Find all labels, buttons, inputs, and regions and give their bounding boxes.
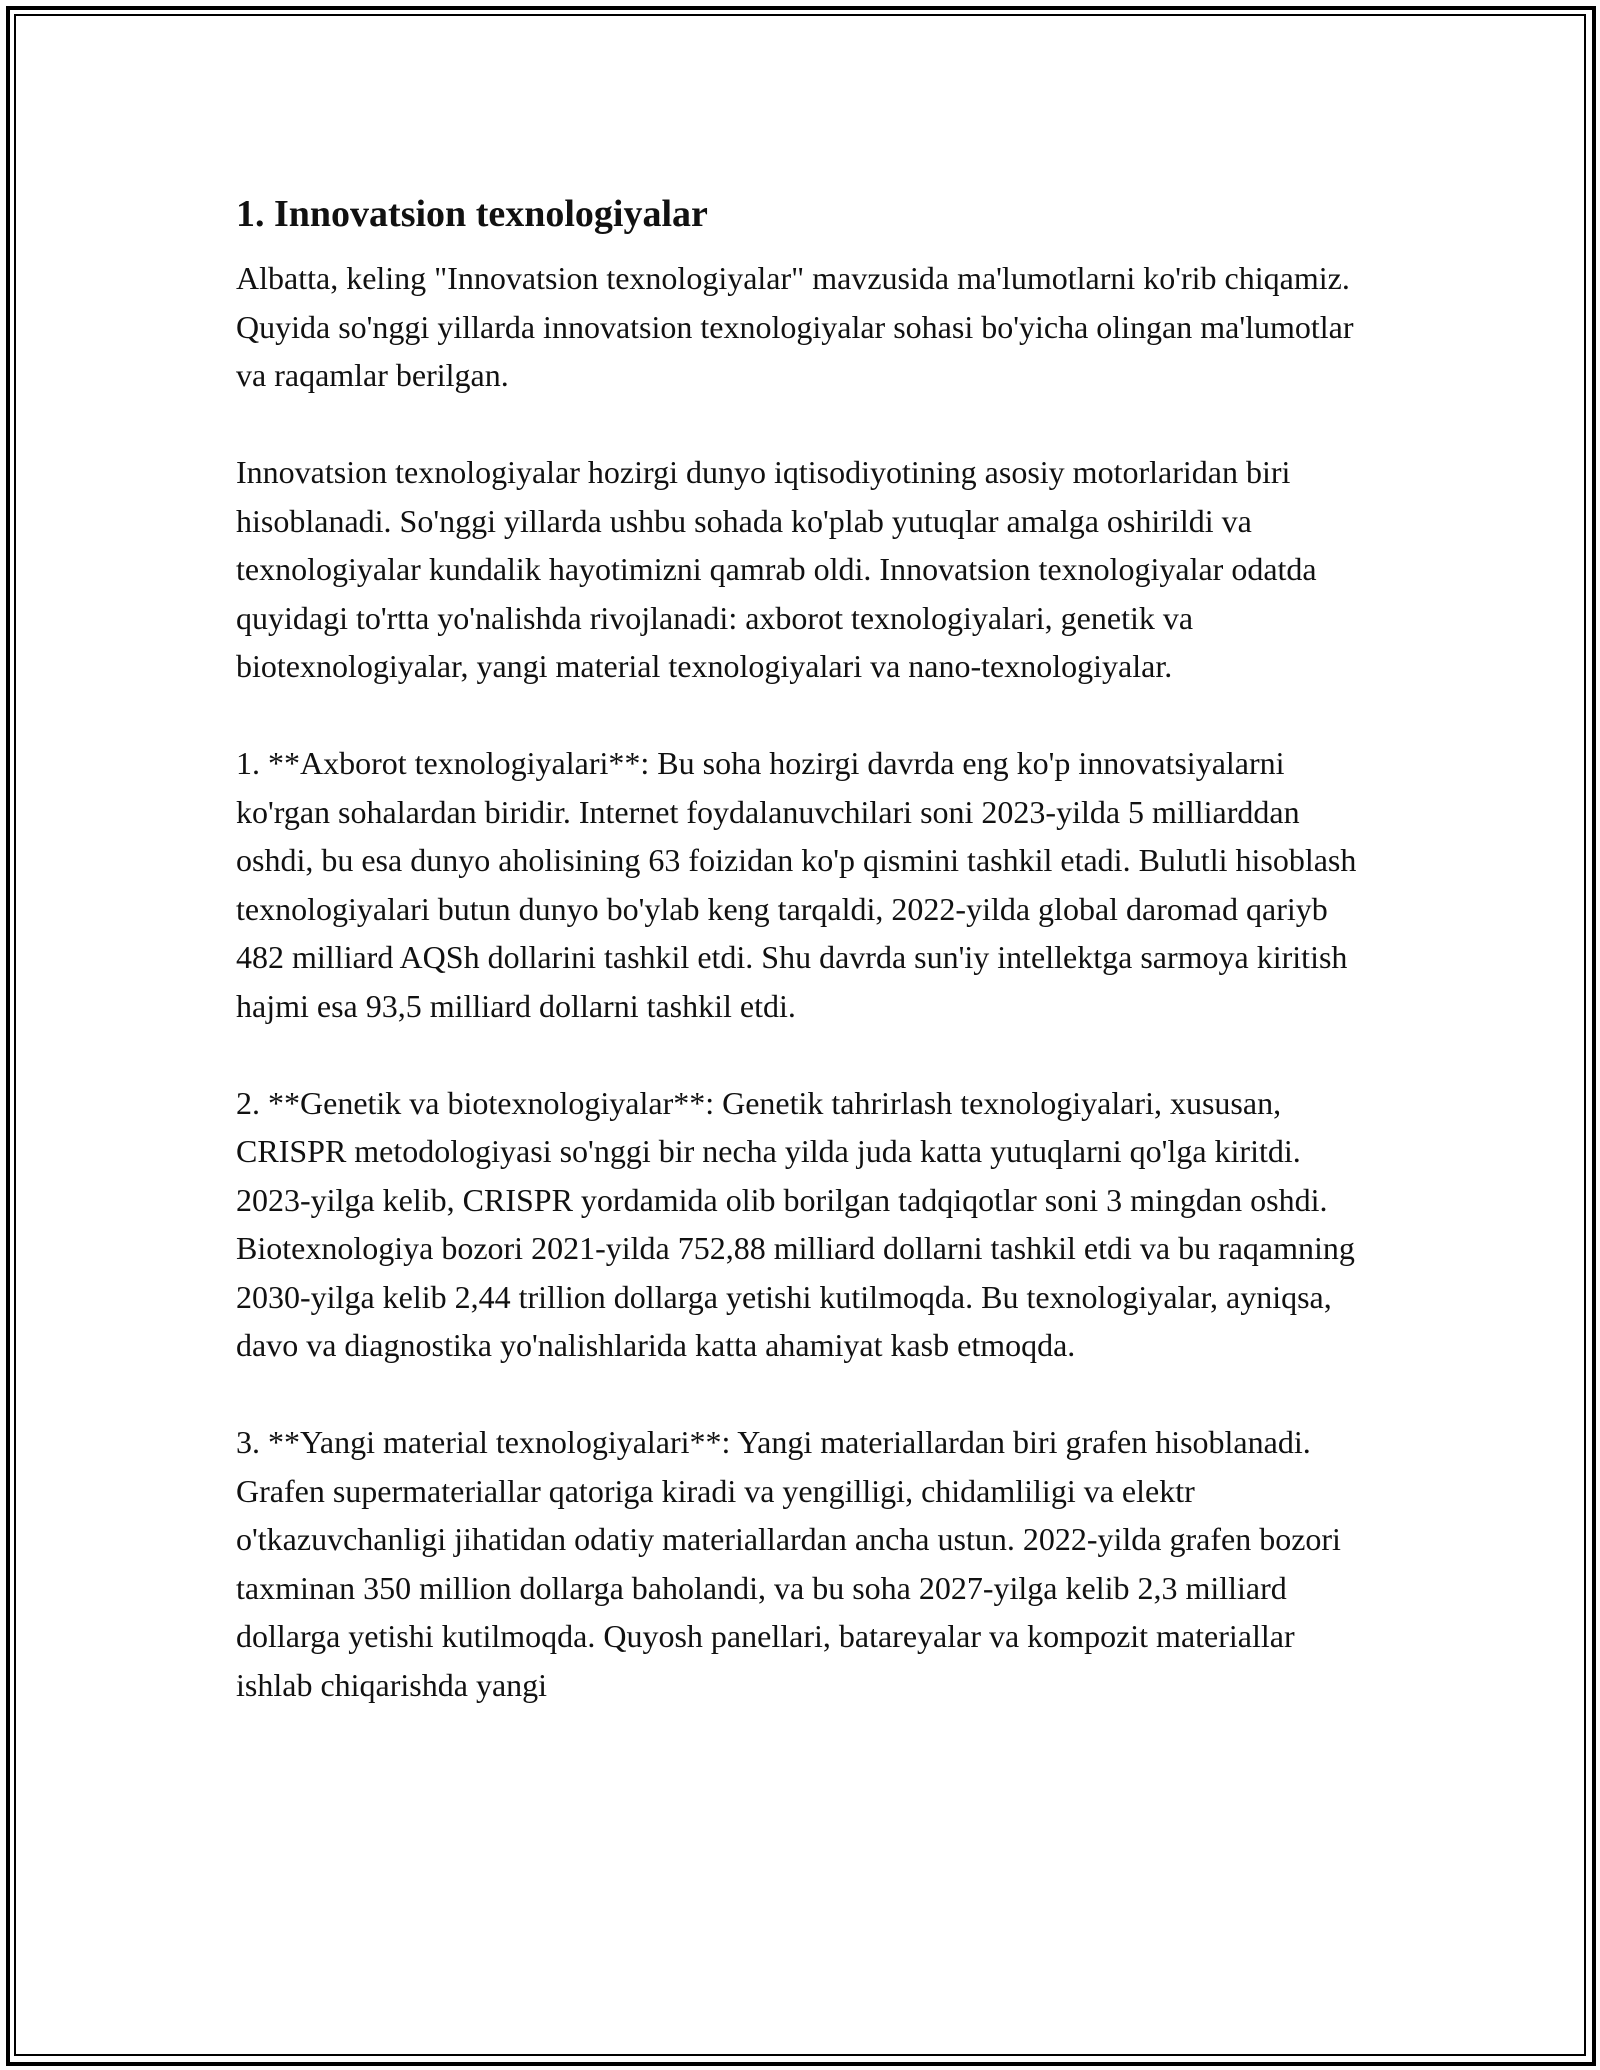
document-page	[236, 186, 1376, 1758]
paragraph-new-materials: 3. **Yangi material texnologiyalari**: Yangi materiallardan biri grafen hisoblanadi. Grafen supermateriallar qatoriga kiradi va yengilligi, chidamliligi va elektr o'tkazuvchanligi jihatidan odatiy materiallardan ancha ustun. 2022-yilda grafen bozori taxminan 350 million dollarga baholandi, va bu soha 2027-yilga kelib 2,3 milliard dollarga yetishi kutilmoqda. Quyosh panellari, batareyalar va kompozit materiallar ishlab chiqarishda yangi	[236, 1424, 1341, 1703]
paragraph-genetics-biotech: 2. **Genetik va biotexnologiyalar**: Genetik tahrirlash texnologiyalari, xususan, CRISPR metodologiyasi so'nggi bir necha yilda juda katta yutuqlarni qo'lga kiritdi. 2023-yilga kelib, CRISPR yordamida olib borilgan tadqiqotlar soni 3 mingdan oshdi. Biotexnologiya bozori 2021-yilda 752,88 milliard dollarni tashkil etdi va bu raqamning 2030-yilga kelib 2,44 trillion dollarga yetishi kutilmoqda. Bu texnologiyalar, ayniqsa, davo va diagnostika yo'nalishlarida katta ahamiyat kasb etmoqda.	[236, 1084, 1355, 1363]
paragraph-overview: Innovatsion texnologiyalar hozirgi dunyo iqtisodiyotining asosiy motorlaridan biri hisoblanadi. So'nggi yillarda ushbu sohada ko'plab yutuqlar amalga oshirildi va texnologiyalar kundalik hayotimizni qamrab oldi. Innovatsion texnologiyalar odatda quyidagi to'rtta yo'nalishda rivojlanadi: axborot texnologiyalari, genetik va biotexnologiyalar, yangi material texnologiyalari va nano-texnologiyalar.	[236, 454, 1317, 684]
paragraph-information-technologies: 1. **Axborot texnologiyalari**: Bu soha hozirgi davrda eng ko'p innovatsiyalarni ko'rgan sohalardan biridir. Internet foydalanuvchilari soni 2023-yilda 5 milliarddan oshdi, bu esa dunyo aholisining 63 foizidan ko'p qismini tashkil etadi. Bulutli hisoblash texnologiyalari butun dunyo bo'ylab keng tarqaldi, 2022-yilda global daromad qariyb 482 milliard AQSh dollarini tashkil etdi. Shu davrda sun'iy intellektga sarmoya kiritish hajmi esa 93,5 milliard dollarni tashkil etdi.	[236, 745, 1357, 1024]
paragraph-intro: Albatta, keling "Innovatsion texnologiyalar" mavzusida ma'lumotlarni ko'rib chiqamiz. Quyida so'nggi yillarda innovatsion texnologiyalar sohasi bo'yicha olingan ma'lumotlar va raqamlar berilgan.	[236, 260, 1354, 393]
document-title: 1. Innovatsion texnologiyalar	[236, 193, 708, 235]
